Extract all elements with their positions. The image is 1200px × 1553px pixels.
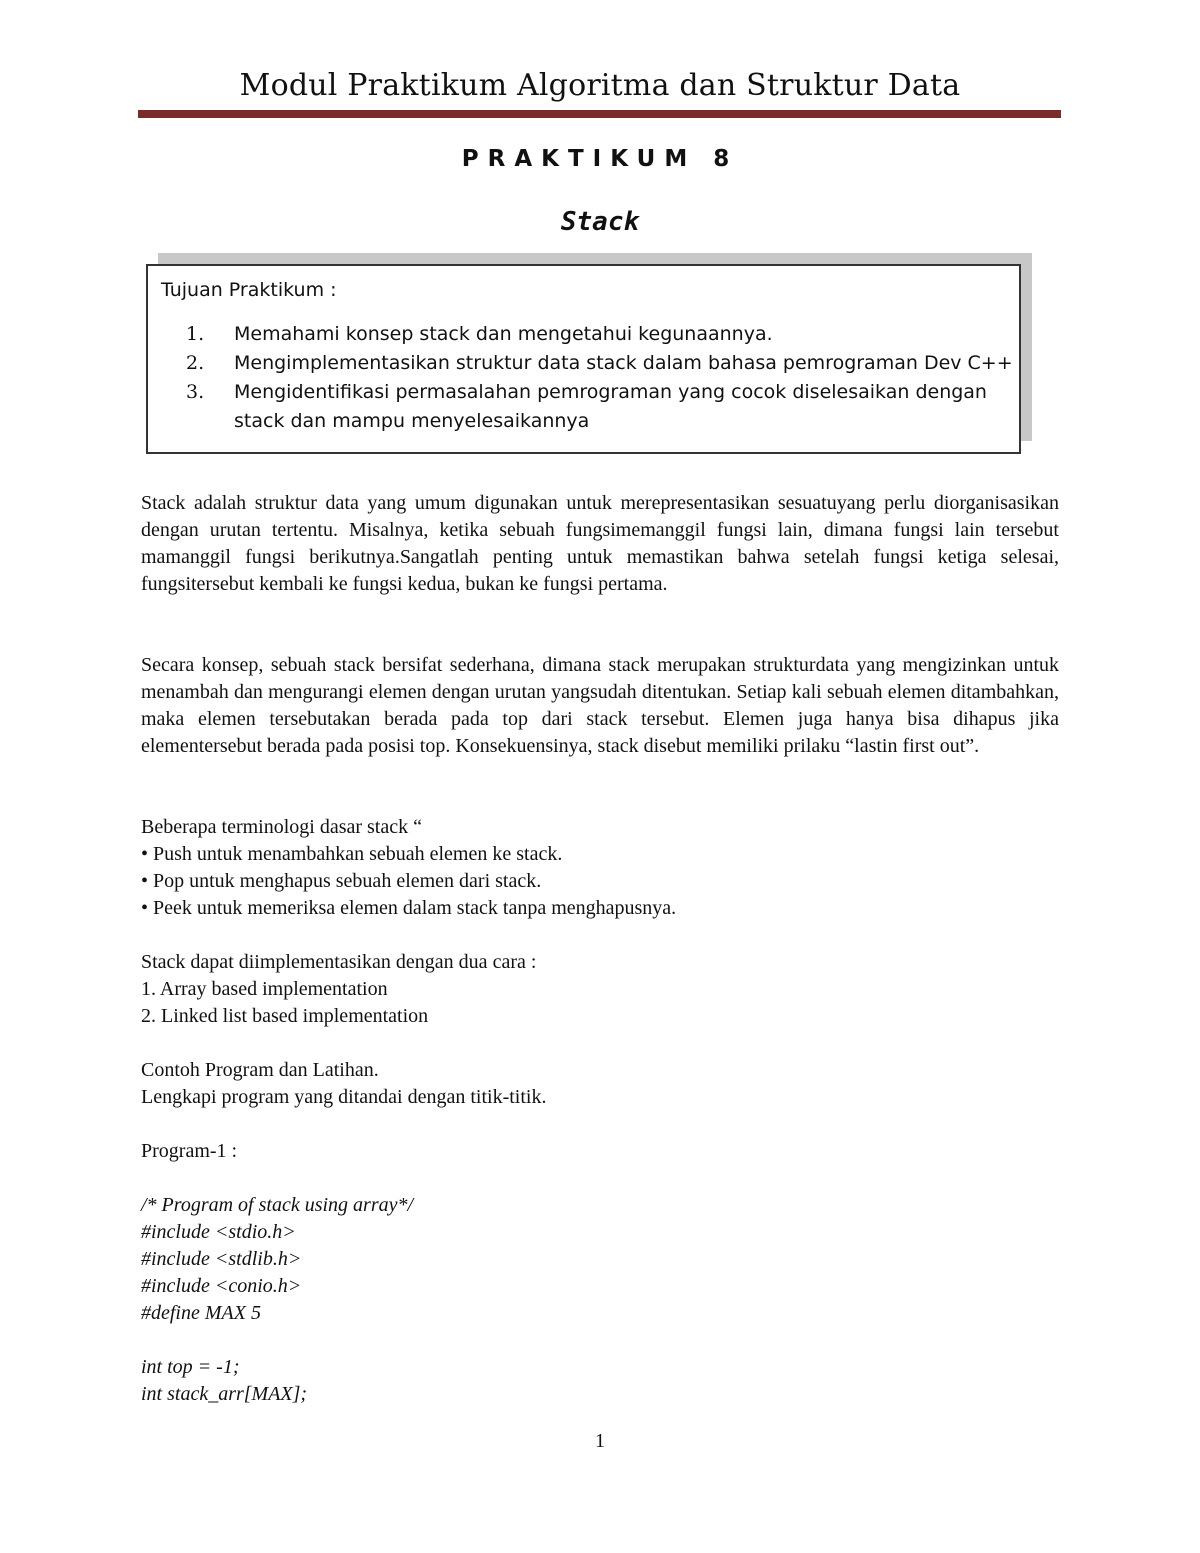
running-header-title: Modul Praktikum Algoritma dan Struktur Data (239, 68, 961, 103)
example-instruction: Lengkapi program yang ditandai dengan titik-titik. (141, 1086, 547, 1108)
implementation-section (141, 949, 1059, 1030)
terminology-item: • Peek untuk memeriksa elemen dalam stack tanpa menghapusnya. (141, 897, 677, 919)
program-label: Program-1 : (141, 1140, 238, 1162)
header-divider (138, 110, 1061, 118)
terminology-item: • Pop untuk menghapus sebuah elemen dari stack. (141, 870, 542, 892)
goal-text: Memahami konsep stack dan mengetahui kegunaannya. (234, 323, 773, 345)
code-line: #include <stdlib.h> (141, 1248, 302, 1270)
code-line: int top = -1; (141, 1356, 240, 1378)
example-section (141, 1057, 1059, 1111)
code-blank-line (141, 1327, 1059, 1354)
goal-number: 3. (186, 381, 205, 403)
goal-box (146, 264, 1021, 454)
terminology-item: • Push untuk menambahkan sebuah elemen ke stack. (141, 843, 563, 865)
goal-text: Mengidentifikasi permasalahan pemrograman yang cocok diselesaikan dengan stack dan mampu menyelesaikannya (234, 381, 987, 432)
goal-list (186, 320, 1014, 436)
goal-heading: Tujuan Praktikum : (161, 279, 337, 301)
goal-text: Mengimplementasikan struktur data stack dalam bahasa pemrograman Dev C++ (234, 352, 1013, 374)
implementation-item: 1. Array based implementation (141, 978, 388, 1000)
code-line: int stack_arr[MAX]; (141, 1383, 308, 1405)
paragraph-stack-definition: Stack adalah struktur data yang umum digunakan untuk merepresentasikan sesuatuyang perlu diorganisasikan dengan urutan tertentu. Misalnya, ketika sebuah fungsimemanggil fungsi lain, dimana fungsi lain tersebut mamanggil fungsi berikutnya.Sangatlah penting untuk memastikan bahwa setelah fungsi ketiga selesai, fungsitersebut kembali ke fungsi kedua, bukan ke fungsi pertama. (141, 492, 1059, 595)
chapter-title: PRAKTIKUM 8 (461, 146, 739, 172)
goal-number: 1. (186, 323, 205, 345)
code-line: #define MAX 5 (141, 1302, 261, 1324)
goal-number: 2. (186, 352, 205, 374)
goal-item (186, 378, 1014, 436)
terminology-intro: Beberapa terminologi dasar stack “ (141, 816, 422, 838)
page-number: 1 (595, 1430, 605, 1452)
code-line: #include <conio.h> (141, 1275, 302, 1297)
chapter-subtitle: Stack (560, 207, 640, 237)
code-block (141, 1192, 1059, 1408)
implementation-item: 2. Linked list based implementation (141, 1005, 429, 1027)
paragraph-stack-concept: Secara konsep, sebuah stack bersifat sederhana, dimana stack merupakan strukturdata yang mengizinkan untuk menambah dan mengurangi elemen dengan urutan yangsudah ditentukan. Setiap kali sebuah elemen ditambahkan, maka elemen tersebutakan berada pada top dari stack tersebut. Elemen juga hanya bisa dihapus jika elementersebut berada pada posisi top. Konsekuensinya, stack disebut memiliki prilaku “lastin first out”. (141, 654, 1059, 757)
example-heading: Contoh Program dan Latihan. (141, 1059, 379, 1081)
code-line: #include <stdio.h> (141, 1221, 296, 1243)
goal-item (186, 320, 1014, 349)
terminology-section (141, 814, 1059, 922)
implementation-intro: Stack dapat diimplementasikan dengan dua cara : (141, 951, 537, 973)
goal-item (186, 349, 1014, 378)
code-comment: /* Program of stack using array*/ (141, 1194, 414, 1216)
